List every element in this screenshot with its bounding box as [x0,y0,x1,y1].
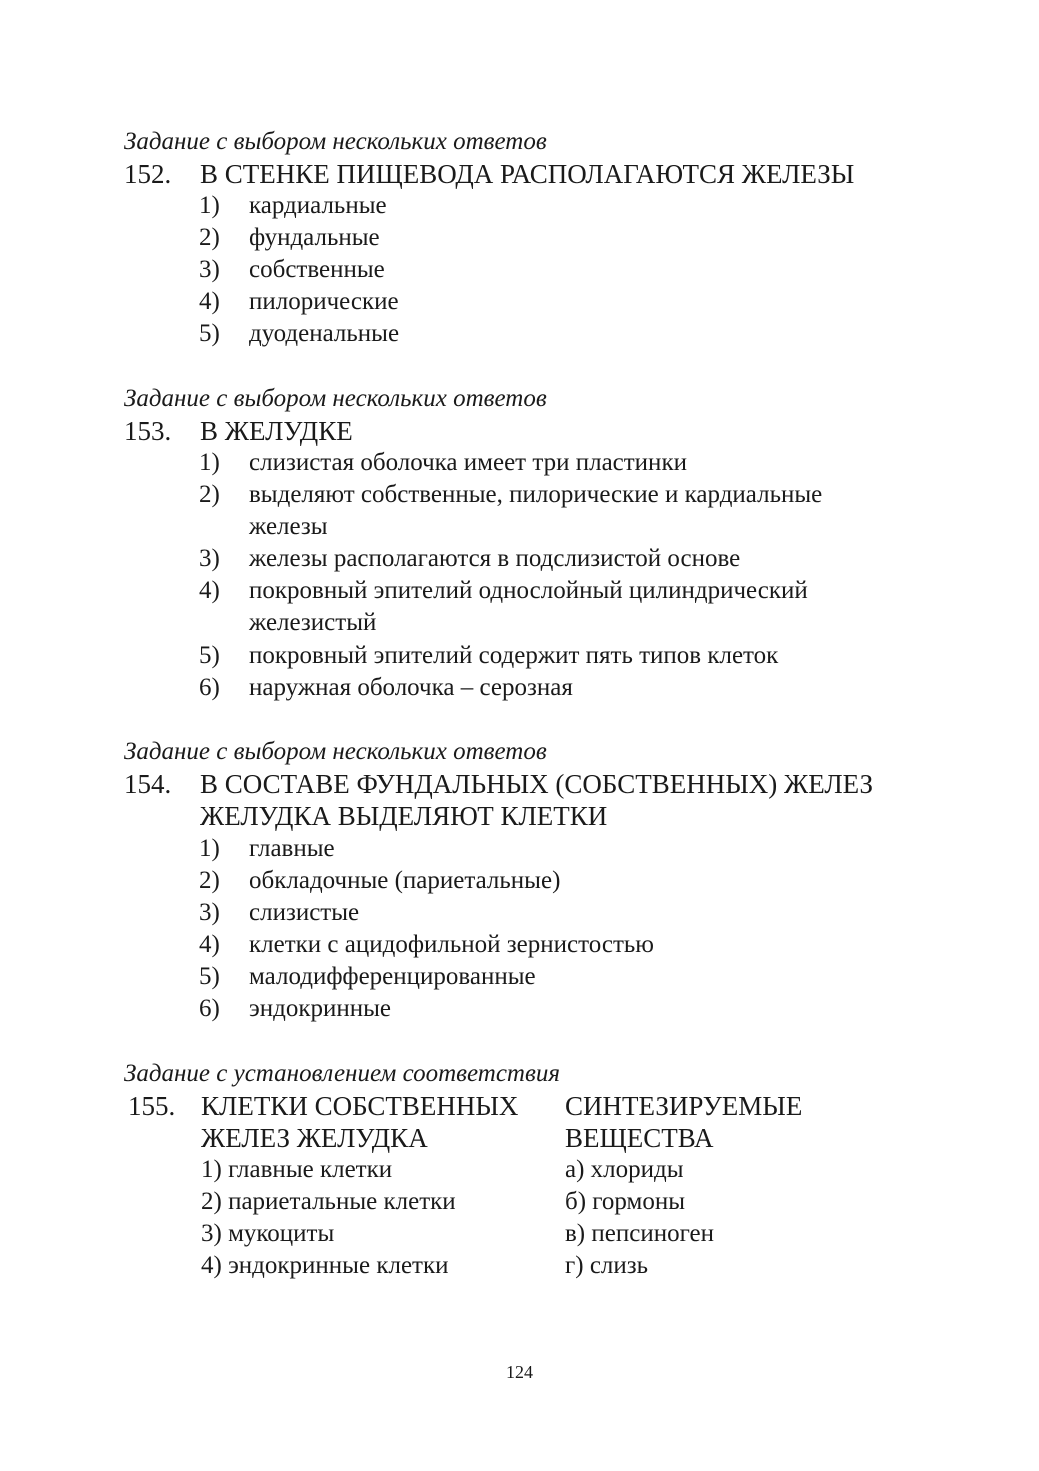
option-number: 3) [199,899,220,926]
match-left-item: 3) мукоциты [201,1220,335,1247]
match-right-heading: СИНТЕЗИРУЕМЫЕ [565,1091,803,1121]
match-left-item: 1) главные клетки [201,1156,393,1183]
option-number: 5) [199,320,220,347]
match-left-item: 4) эндокринные клетки [201,1252,449,1279]
option-text-continuation: железы [249,513,328,540]
match-right-item: г) слизь [565,1252,649,1279]
option-text: собственные [249,256,385,283]
option-number: 2) [199,224,220,251]
option-text: эндокринные [249,995,392,1022]
task-type-label: Задание с установлением соответствия [124,1060,560,1087]
option-text: выделяют собственные, пилорические и кардиальные [249,481,823,508]
match-left-heading: КЛЕТКИ СОБСТВЕННЫХ [201,1091,519,1121]
question-title-continuation: ЖЕЛУДКА ВЫДЕЛЯЮТ КЛЕТКИ [200,801,608,831]
option-number: 4) [199,288,220,315]
option-number: 4) [199,577,220,604]
question-number: 155. [128,1091,176,1121]
option-text: слизистые [249,899,360,926]
option-number: 2) [199,867,220,894]
question-title: В СОСТАВЕ ФУНДАЛЬНЫХ (СОБСТВЕННЫХ) ЖЕЛЕЗ [200,769,874,799]
question-number: 152. [124,159,172,189]
option-text-continuation: железистый [249,609,377,636]
match-left-heading-continuation: ЖЕЛЕЗ ЖЕЛУДКА [201,1123,428,1153]
option-number: 6) [199,674,220,701]
option-number: 1) [199,449,220,476]
task-type-label: Задание с выбором нескольких ответов [124,385,547,412]
task-type-label: Задание с выбором нескольких ответов [124,128,547,155]
option-text: покровный эпителий однослойный цилиндрический [249,577,808,604]
option-text: малодифференцированные [249,963,536,990]
question-number: 154. [124,769,172,799]
option-text: дуоденальные [249,320,400,347]
match-right-item: а) хлориды [565,1156,684,1183]
option-text: пилорические [249,288,399,315]
option-number: 2) [199,481,220,508]
task-type-label: Задание с выбором нескольких ответов [124,738,547,765]
option-text: покровный эпителий содержит пять типов клеток [249,642,779,669]
option-number: 3) [199,256,220,283]
option-text: кардиальные [249,192,387,219]
match-right-item: б) гормоны [565,1188,686,1215]
option-text: клетки с ацидофильной зернистостью [249,931,654,958]
question-title: В СТЕНКЕ ПИЩЕВОДА РАСПОЛАГАЮТСЯ ЖЕЛЕЗЫ [200,159,855,189]
option-text: фундальные [249,224,380,251]
option-text: наружная оболочка – серозная [249,674,573,701]
question-title: В ЖЕЛУДКЕ [200,416,353,446]
match-left-item: 2) париетальные клетки [201,1188,456,1215]
option-number: 6) [199,995,220,1022]
option-number: 3) [199,545,220,572]
option-number: 5) [199,963,220,990]
question-number: 153. [124,416,172,446]
page-number: 124 [506,1362,533,1382]
match-right-item: в) пепсиноген [565,1220,714,1247]
option-number: 1) [199,835,220,862]
option-text: обкладочные (париетальные) [249,867,561,894]
option-text: главные [249,835,335,862]
match-right-heading-continuation: ВЕЩЕСТВА [565,1123,714,1153]
option-number: 4) [199,931,220,958]
option-number: 5) [199,642,220,669]
option-number: 1) [199,192,220,219]
option-text: железы располагаются в подслизистой основе [249,545,741,572]
option-text: слизистая оболочка имеет три пластинки [249,449,687,476]
